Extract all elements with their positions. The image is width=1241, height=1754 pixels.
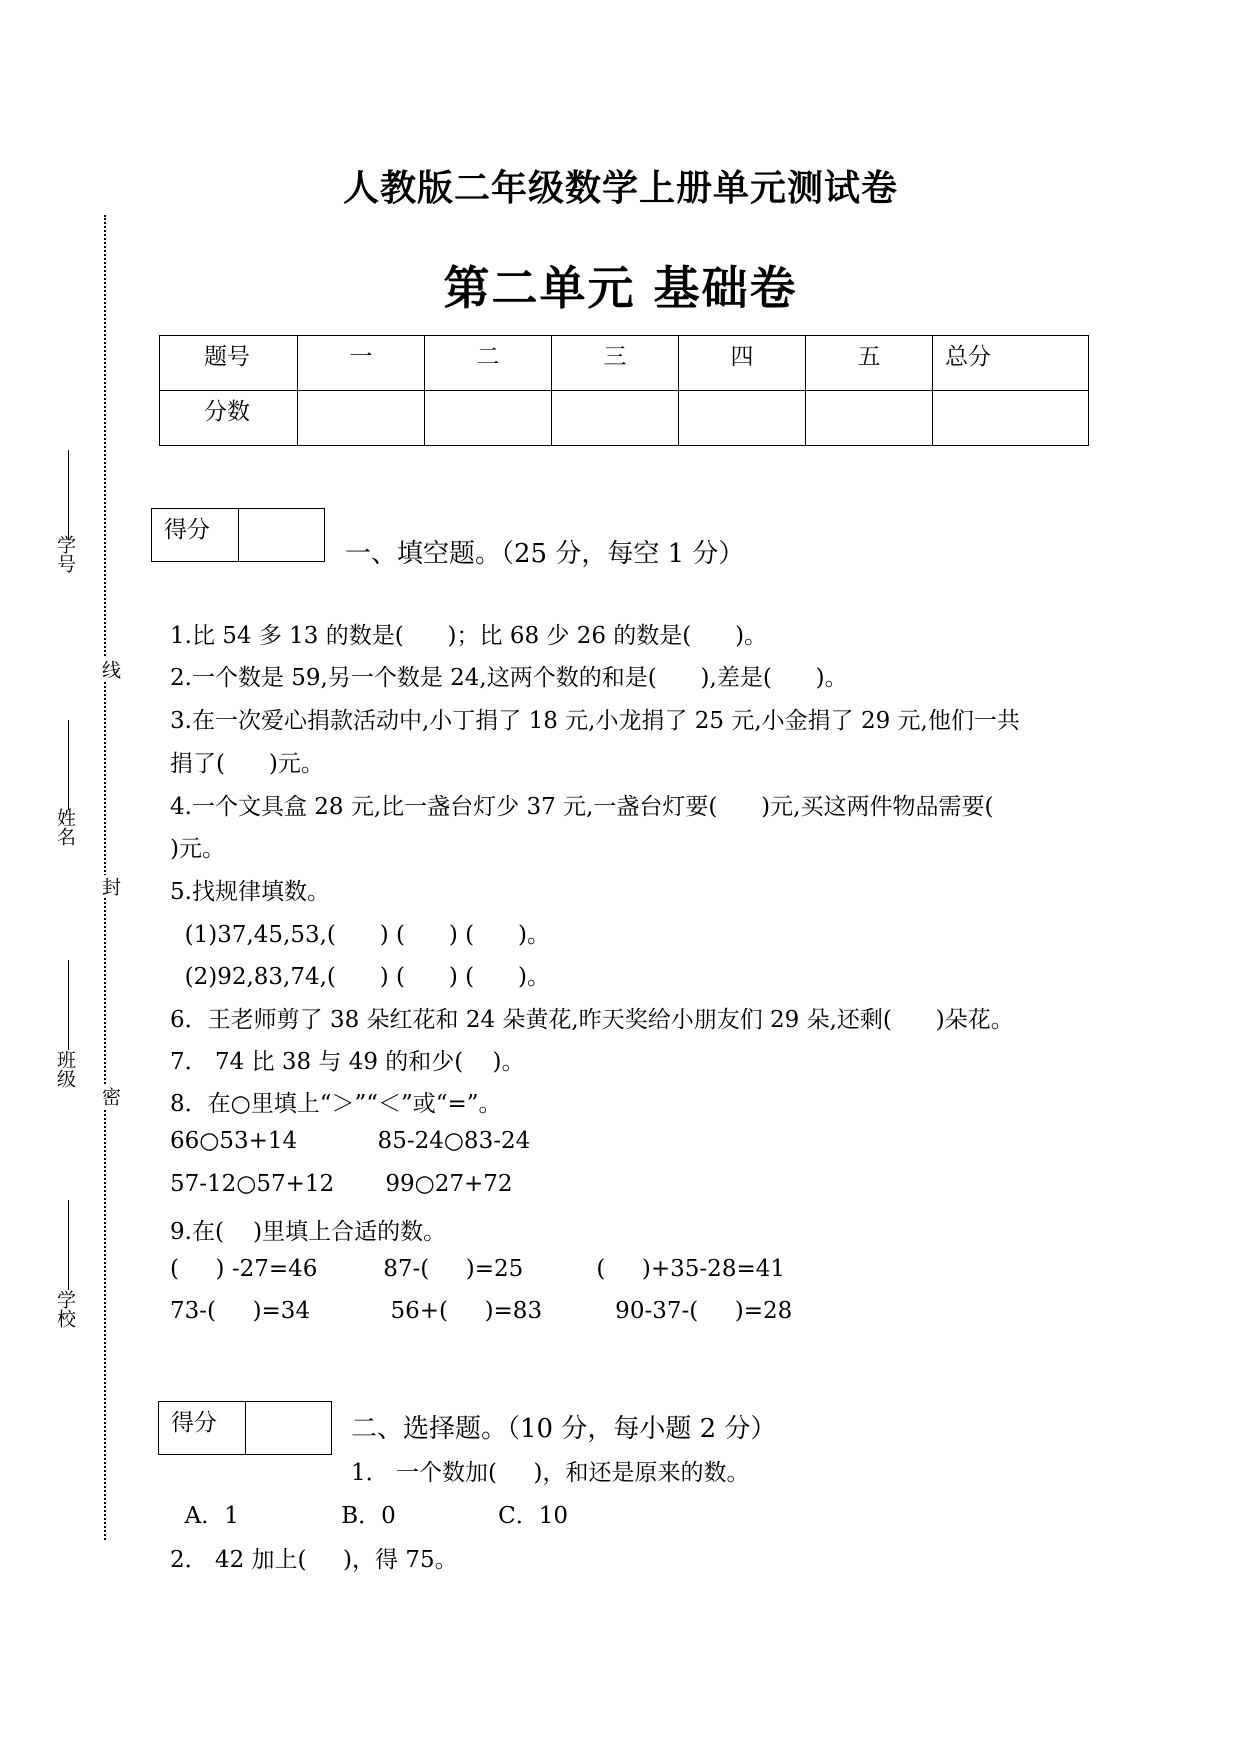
score-table-cell: 三	[552, 336, 679, 391]
section1-score-box[interactable]	[151, 508, 325, 562]
question-line: ( ) -27=46 87-( )=25 ( )+35-28=41	[170, 1256, 785, 1282]
score-box-label: 得分	[164, 517, 210, 543]
question-line: (1)37,45,53,( ) ( ) ( )。	[170, 922, 550, 948]
question-line: 5.找规律填数。	[170, 879, 330, 905]
score-box-label: 得分	[171, 1410, 217, 1436]
exam-title: 人教版二年级数学上册单元测试卷	[342, 167, 898, 209]
score-input-cell[interactable]	[806, 391, 933, 446]
section1-heading: 一、填空题。（25 分，每空 1 分）	[345, 539, 745, 569]
question-options: A．1 B．0 C．10	[170, 1503, 568, 1529]
score-table-score-row	[160, 391, 1089, 446]
question-line: 2.一个数是 59,另一个数是 24,这两个数的和是( ),差是( )。	[170, 665, 848, 691]
score-input-cell[interactable]	[679, 391, 806, 446]
student-id-fill-line	[68, 450, 69, 540]
class-fill-line	[68, 960, 69, 1050]
score-box-divider	[245, 1402, 246, 1454]
school-fill-line	[68, 1200, 69, 1290]
seal-char-secret: 密	[97, 1085, 124, 1108]
question-line: 1． 一个数加( )，和还是原来的数。	[351, 1460, 750, 1486]
seal-char-seal: 封	[97, 875, 124, 898]
question-line: 3.在一次爱心捐款活动中,小丁捐了 18 元,小龙捐了 25 元,小金捐了 29 元,他们一共	[170, 708, 1020, 734]
section2-heading: 二、选择题。（10 分，每小题 2 分）	[351, 1414, 777, 1444]
score-table-cell: 分数	[160, 391, 298, 446]
question-line: 73-( )=34 56+( )=83 90-37-( )=28	[170, 1298, 793, 1324]
score-table-cell: 四	[679, 336, 806, 391]
score-input-cell[interactable]	[425, 391, 552, 446]
section2-score-box[interactable]	[158, 1401, 332, 1455]
question-line: 6．王老师剪了 38 朵红花和 24 朵黄花,昨天奖给小朋友们 29 朵,还剩( )朵花。	[170, 1007, 1014, 1033]
seal-char-line: 线	[97, 658, 124, 681]
question-line: 捐了( )元。	[170, 751, 324, 777]
question-line: 66○53+14 85-24○83-24	[170, 1128, 531, 1154]
score-table	[159, 335, 1089, 446]
question-line: 9.在( )里填上合适的数。	[170, 1219, 447, 1245]
question-line: (2)92,83,74,( ) ( ) ( )。	[170, 964, 550, 990]
name-label: 姓名	[54, 808, 76, 846]
question-line: 1.比 54 多 13 的数是( )；比 68 少 26 的数是( )。	[170, 623, 768, 649]
question-line: 57-12○57+12 99○27+72	[170, 1171, 513, 1197]
score-input-cell[interactable]	[552, 391, 679, 446]
score-input-cell[interactable]	[298, 391, 425, 446]
school-label: 学校	[54, 1290, 76, 1328]
score-table-cell: 总分	[933, 336, 1089, 391]
question-line: )元。	[170, 836, 225, 862]
class-label: 班级	[54, 1050, 76, 1088]
score-input-cell[interactable]	[933, 391, 1089, 446]
score-table-header-row	[160, 336, 1089, 391]
score-table-cell: 五	[806, 336, 933, 391]
question-line: 4.一个文具盒 28 元,比一盏台灯少 37 元,一盏台灯要( )元,买这两件物品需要(	[170, 794, 994, 820]
question-line: 2． 42 加上( )，得 75。	[170, 1547, 458, 1573]
question-line: 7． 74 比 38 与 49 的和少( )。	[170, 1049, 525, 1075]
name-fill-line	[68, 720, 69, 810]
score-table-cell: 二	[425, 336, 552, 391]
question-line: 8．在○里填上“＞”“＜”或“=”。	[170, 1091, 502, 1117]
score-box-divider	[238, 509, 239, 561]
exam-subtitle: 第二单元 基础卷	[443, 261, 798, 315]
student-id-label: 学号	[54, 535, 76, 573]
score-table-cell: 题号	[160, 336, 298, 391]
score-table-cell: 一	[298, 336, 425, 391]
